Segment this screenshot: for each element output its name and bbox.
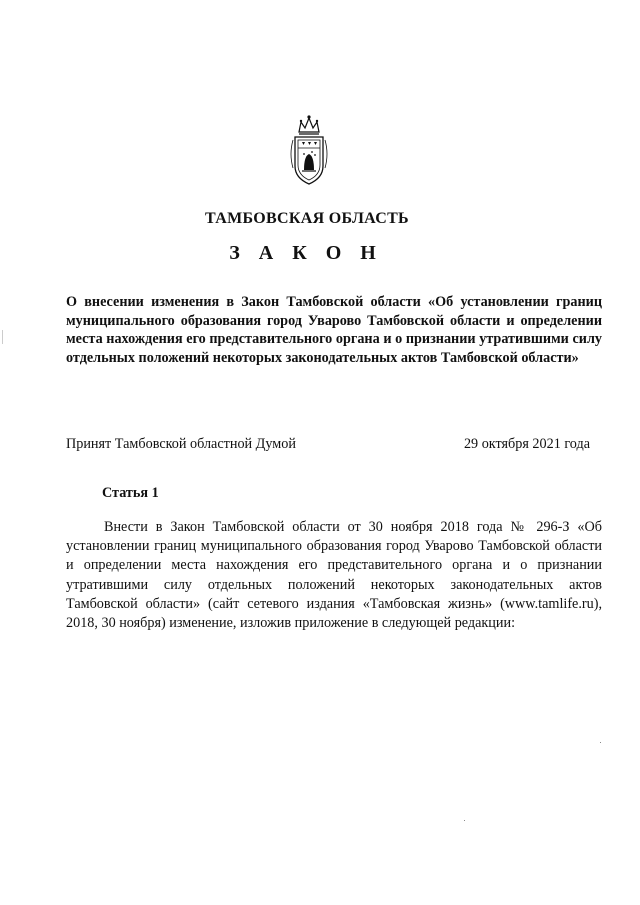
region-name: ТАМБОВСКАЯ ОБЛАСТЬ [205,210,409,227]
adopted-by: Принят Тамбовской областной Думой [66,436,296,452]
coat-of-arms-icon [285,110,333,188]
article-heading: Статья 1 [102,485,159,501]
document-type-title: З А К О Н [229,242,383,264]
adoption-date: 29 октября 2021 года [463,436,590,452]
scan-speck [600,742,601,743]
scan-speck [464,820,465,821]
adoption-line [66,436,590,453]
article-text: Внести в Закон Тамбовской области от 30 ноября 2018 года № 296-З «Об установлении границ муниципального образования город Уварово Тамбовской области и определении места нахождения его представительного органа и о признании утратившими силу отдельных положений некоторых законодательных актов Тамбовской области» (сайт сетевого издания «Тамбовская жизнь» (www.tamlife.ru), 2018, 30 ноября) изменение, изложив приложение в следующей редакции: [66,519,602,632]
law-subject: О внесении изменения в Закон Тамбовской области «Об установлении границ муниципального образования город Уварово Тамбовской области и определении места нахождения его представительного органа и о признании утратившими силу отдельных положений некоторых законодательных актов Тамбовской области» [66,294,602,366]
scan-edge-mark [2,330,3,344]
